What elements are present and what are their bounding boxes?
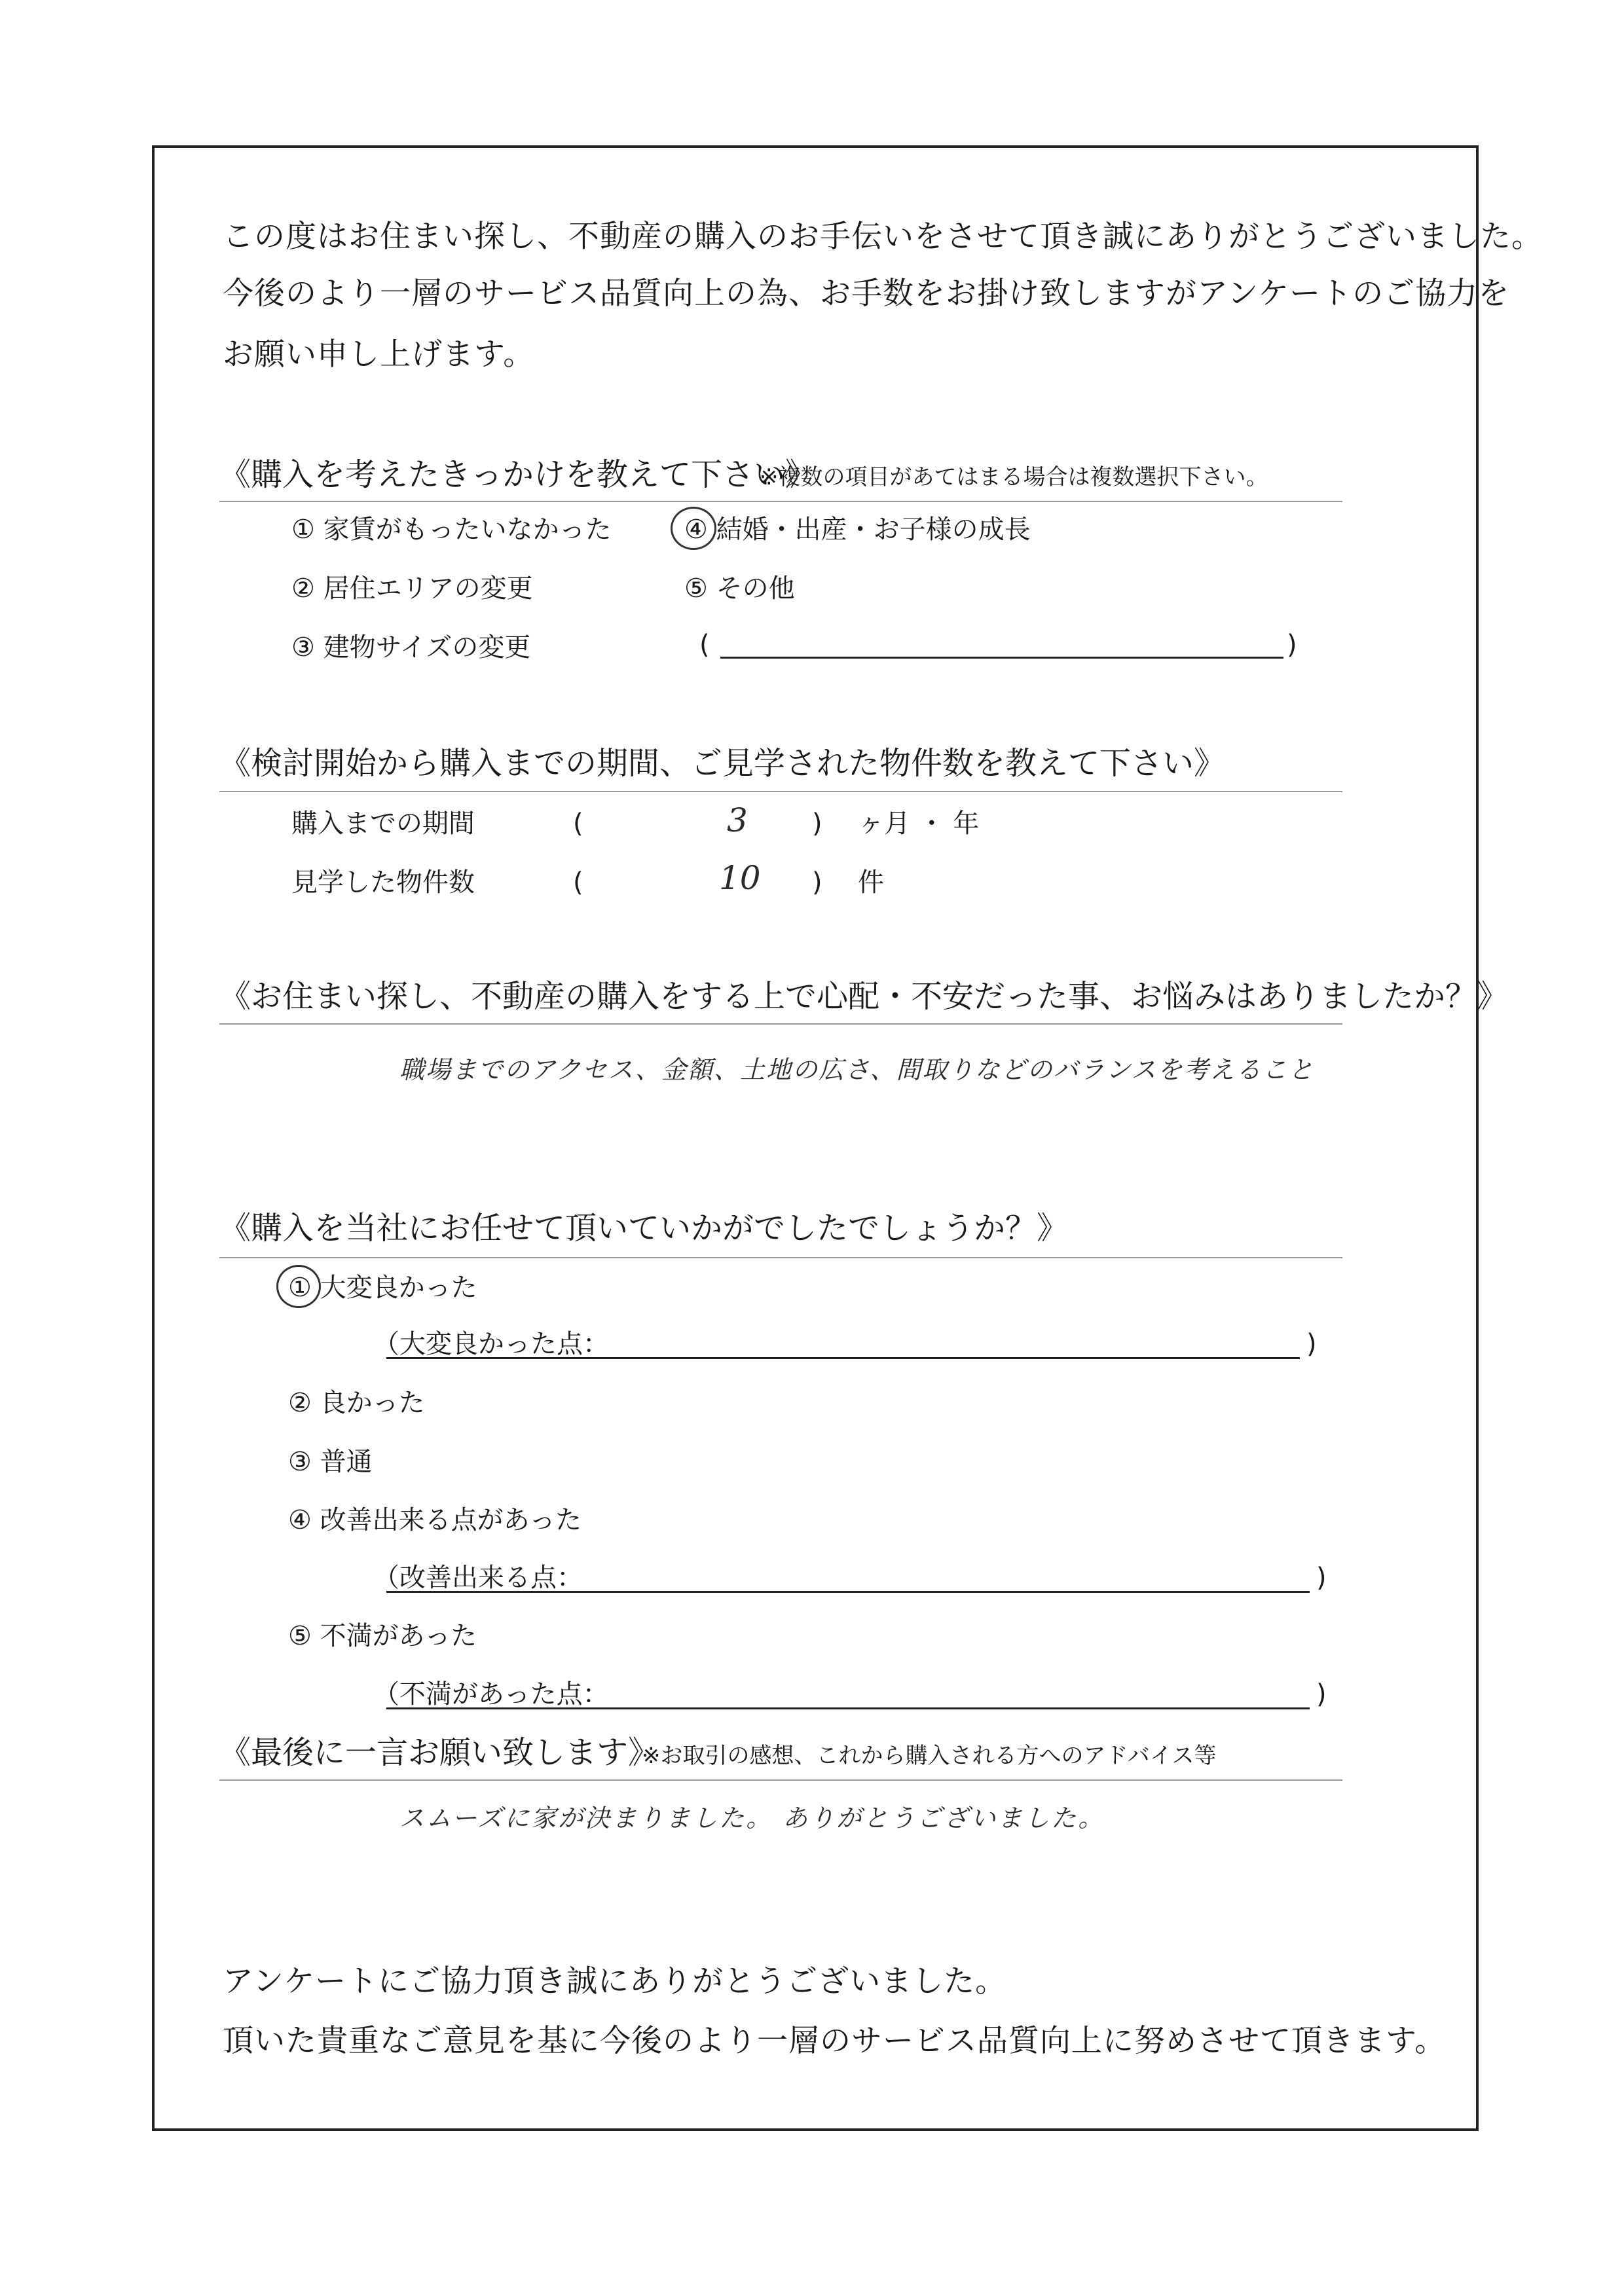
q4-option-4: ④ 改善出来る点があった [288, 1505, 582, 1535]
q4-sub-3: （不満があった点： [373, 1679, 609, 1709]
q2-heading: 《検討開始から購入までの期間、ご見学された物件数を教えて下さい》 [219, 745, 1226, 782]
q2-period-open: ( [573, 809, 583, 839]
q4-sub-2-close: ) [1316, 1563, 1327, 1593]
q1-other-close: ) [1287, 630, 1297, 660]
q1-note: ※複数の項目があてはまる場合は複数選択下さい。 [760, 464, 1268, 490]
q2-count-open: ( [573, 867, 583, 898]
q4-sub-1: （大変良かった点： [373, 1329, 609, 1359]
q2-period-close: ) [812, 809, 822, 839]
q4-sub-3-close: ) [1316, 1679, 1327, 1709]
q4-sub-2: （改善出来る点： [373, 1563, 583, 1593]
q4-sub-1-close: ) [1306, 1329, 1317, 1359]
q1-rule [219, 501, 1342, 502]
q5-heading: 《最後に一言お願い致します》 [219, 1734, 660, 1771]
q2-rule [219, 791, 1342, 792]
q2-count-label: 見学した物件数 [291, 867, 475, 898]
q4-heading: 《購入を当社にお任せて頂いていかがでしたでしょうか？》 [219, 1210, 1069, 1247]
intro-line-3: お願い申し上げます。 [223, 337, 535, 373]
q4-option-5: ⑤ 不満があった [288, 1621, 477, 1651]
q1-option-4: ④ 結婚・出産・お子様の成長 [684, 515, 1031, 545]
q1-option-1: ① 家賃がもったいなかった [291, 515, 612, 545]
q1-option-3: ③ 建物サイズの変更 [291, 632, 531, 663]
survey-frame [152, 145, 1479, 2131]
q1-heading: 《購入を考えたきっかけを教えて下さい》 [219, 456, 817, 493]
q4-sub-1-line [386, 1357, 1300, 1359]
q2-period-unit: ヶ月 ・ 年 [858, 809, 980, 839]
intro-line-2: 今後のより一層のサービス品質向上の為、お手数をお掛け致しますがアンケートのご協力を [223, 276, 1510, 312]
q3-rule [219, 1023, 1342, 1025]
q3-answer: 職場までのアクセス、金額、土地の広さ、間取りなどのバランスを考えること [399, 1055, 1315, 1084]
q3-heading: 《お住まい探し、不動産の購入をする上で心配・不安だった事、お悩みはありましたか？》 [219, 978, 1509, 1015]
q1-option-5: ⑤ その他 [684, 574, 795, 604]
q1-option-2: ② 居住エリアの変更 [291, 574, 533, 604]
q2-period-label: 購入までの期間 [291, 809, 475, 839]
q1-selection-circle [671, 507, 716, 550]
q5-rule [219, 1779, 1342, 1781]
q4-option-3: ③ 普通 [288, 1447, 373, 1477]
q1-other-open: ( [699, 630, 710, 660]
q2-count-value: 10 [719, 859, 761, 897]
q4-option-1: ① 大変良かった [288, 1273, 477, 1303]
q2-count-unit: 件 [858, 867, 884, 898]
q2-count-close: ) [812, 867, 822, 898]
q4-sub-2-line [386, 1591, 1310, 1593]
q4-option-2: ② 良かった [288, 1388, 425, 1418]
intro-line-1: この度はお住まい探し、不動産の購入のお手伝いをさせて頂き誠にありがとうございました。 [223, 219, 1543, 255]
closing-line-2: 頂いた貴重なご意見を基に今後のより一層のサービス品質向上に努めさせて頂きます。 [223, 2023, 1447, 2059]
q5-note: ※お取引の感想、これから購入される方へのアドバイス等 [642, 1743, 1217, 1769]
q1-other-line [720, 657, 1283, 659]
q4-rule [219, 1257, 1342, 1258]
q2-period-value: 3 [727, 801, 748, 839]
q4-selection-circle [276, 1265, 321, 1308]
closing-line-1: アンケートにご協力頂き誠にありがとうございました。 [223, 1963, 1007, 1999]
q5-answer: スムーズに家が決まりました。 ありがとうございました。 [399, 1804, 1105, 1832]
q4-sub-3-line [386, 1707, 1310, 1709]
